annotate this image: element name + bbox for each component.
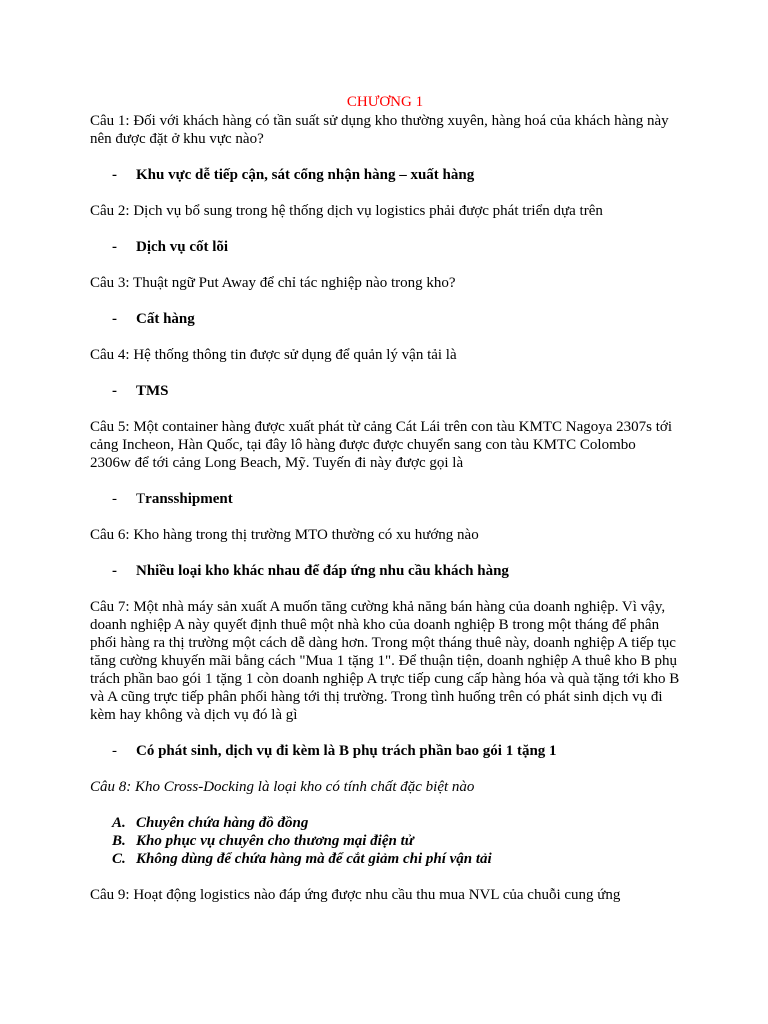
answer-2-text: Dịch vụ cốt lõi xyxy=(136,239,229,255)
bullet-dash: - xyxy=(112,563,117,579)
option-b xyxy=(90,832,680,850)
answer-7 xyxy=(90,742,680,760)
answer-7-text: Có phát sinh, dịch vụ đi kèm là B phụ trách phần bao gói 1 tặng 1 xyxy=(136,743,557,759)
bullet-dash: - xyxy=(112,491,117,507)
bullet-dash: - xyxy=(112,167,117,183)
chapter-title: CHƯƠNG 1 xyxy=(346,94,424,110)
bullet-dash: - xyxy=(112,239,117,255)
answer-3-text: Cất hàng xyxy=(136,311,195,327)
option-a-text: Chuyên chứa hàng đồ đồng xyxy=(136,815,309,831)
answer-6-text: Nhiều loại kho khác nhau để đáp ứng nhu cầu khách hàng xyxy=(136,563,509,579)
answer-3 xyxy=(90,310,680,328)
bullet-dash: - xyxy=(112,311,117,327)
question-4: Câu 4: Hệ thống thông tin được sử dụng để quản lý vận tải là xyxy=(90,347,457,363)
question-9: Câu 9: Hoạt động logistics nào đáp ứng được nhu cầu thu mua NVL của chuỗi cung ứng xyxy=(90,887,621,903)
option-a-letter: A. xyxy=(112,815,126,831)
document-page xyxy=(90,93,680,904)
answer-5-text: ransshipment xyxy=(145,491,233,507)
question-2: Câu 2: Dịch vụ bổ sung trong hệ thống dịch vụ logistics phải được phát triển dựa trên xyxy=(90,203,603,219)
option-b-letter: B. xyxy=(112,833,126,849)
answer-5 xyxy=(90,490,680,508)
option-a xyxy=(90,814,680,832)
question-8: Câu 8: Kho Cross-Docking là loại kho có tính chất đặc biệt nào xyxy=(90,779,475,795)
bullet-dash: - xyxy=(112,743,117,759)
answer-4-text: TMS xyxy=(136,383,169,399)
answer-5-first-letter: T xyxy=(136,491,146,507)
question-5: Câu 5: Một container hàng được xuất phát từ cảng Cát Lái trên con tàu KMTC Nagoya 2307s tới cảng Incheon, Hàn Quốc, tại đây lô hàng được được chuyển sang con tàu KMTC Colombo 2306w để tới cảng Long Beach, Mỹ. Tuyến đi này được gọi là xyxy=(90,419,672,471)
option-c-letter: C. xyxy=(112,851,126,867)
option-c xyxy=(90,850,680,868)
answer-1-text: Khu vực dễ tiếp cận, sát cổng nhận hàng – xuất hàng xyxy=(136,167,475,183)
question-6: Câu 6: Kho hàng trong thị trường MTO thường có xu hướng nào xyxy=(90,527,479,543)
answer-4 xyxy=(90,382,680,400)
option-c-text: Không dùng để chứa hàng mà để cắt giảm chi phí vận tải xyxy=(136,851,492,867)
question-1: Câu 1: Đối với khách hàng có tần suất sử dụng kho thường xuyên, hàng hoá của khách hàng này nên được đặt ở khu vực nào? xyxy=(90,113,669,147)
question-3: Câu 3: Thuật ngữ Put Away để chỉ tác nghiệp nào trong kho? xyxy=(90,275,456,291)
option-b-text: Kho phục vụ chuyên cho thương mại điện tử xyxy=(136,833,414,849)
answer-6 xyxy=(90,562,680,580)
answer-2 xyxy=(90,238,680,256)
bullet-dash: - xyxy=(112,383,117,399)
question-7: Câu 7: Một nhà máy sản xuất A muốn tăng cường khả năng bán hàng của doanh nghiệp. Vì vậy, doanh nghiệp A này quyết định thuê một nhà kho của doanh nghiệp B trong một tháng để phân phối hàng ra thị trường một cách dễ dàng hơn. Trong một tháng thuê này, doanh nghiệp A tiếp tục tăng cường khuyến mãi bằng cách "Mua 1 tặng 1". Để thuận tiện, doanh nghiệp A thuê kho B phụ trách phần bao gói 1 tặng 1 còn doanh nghiệp A trực tiếp cung cấp hàng hóa và quà tặng tới kho B và A cũng trực tiếp phân phối hàng tới thị trường. Trong tình huống trên có phát sinh dịch vụ đi kèm hay không và dịch vụ đó là gì xyxy=(90,599,680,723)
answer-1 xyxy=(90,166,680,184)
